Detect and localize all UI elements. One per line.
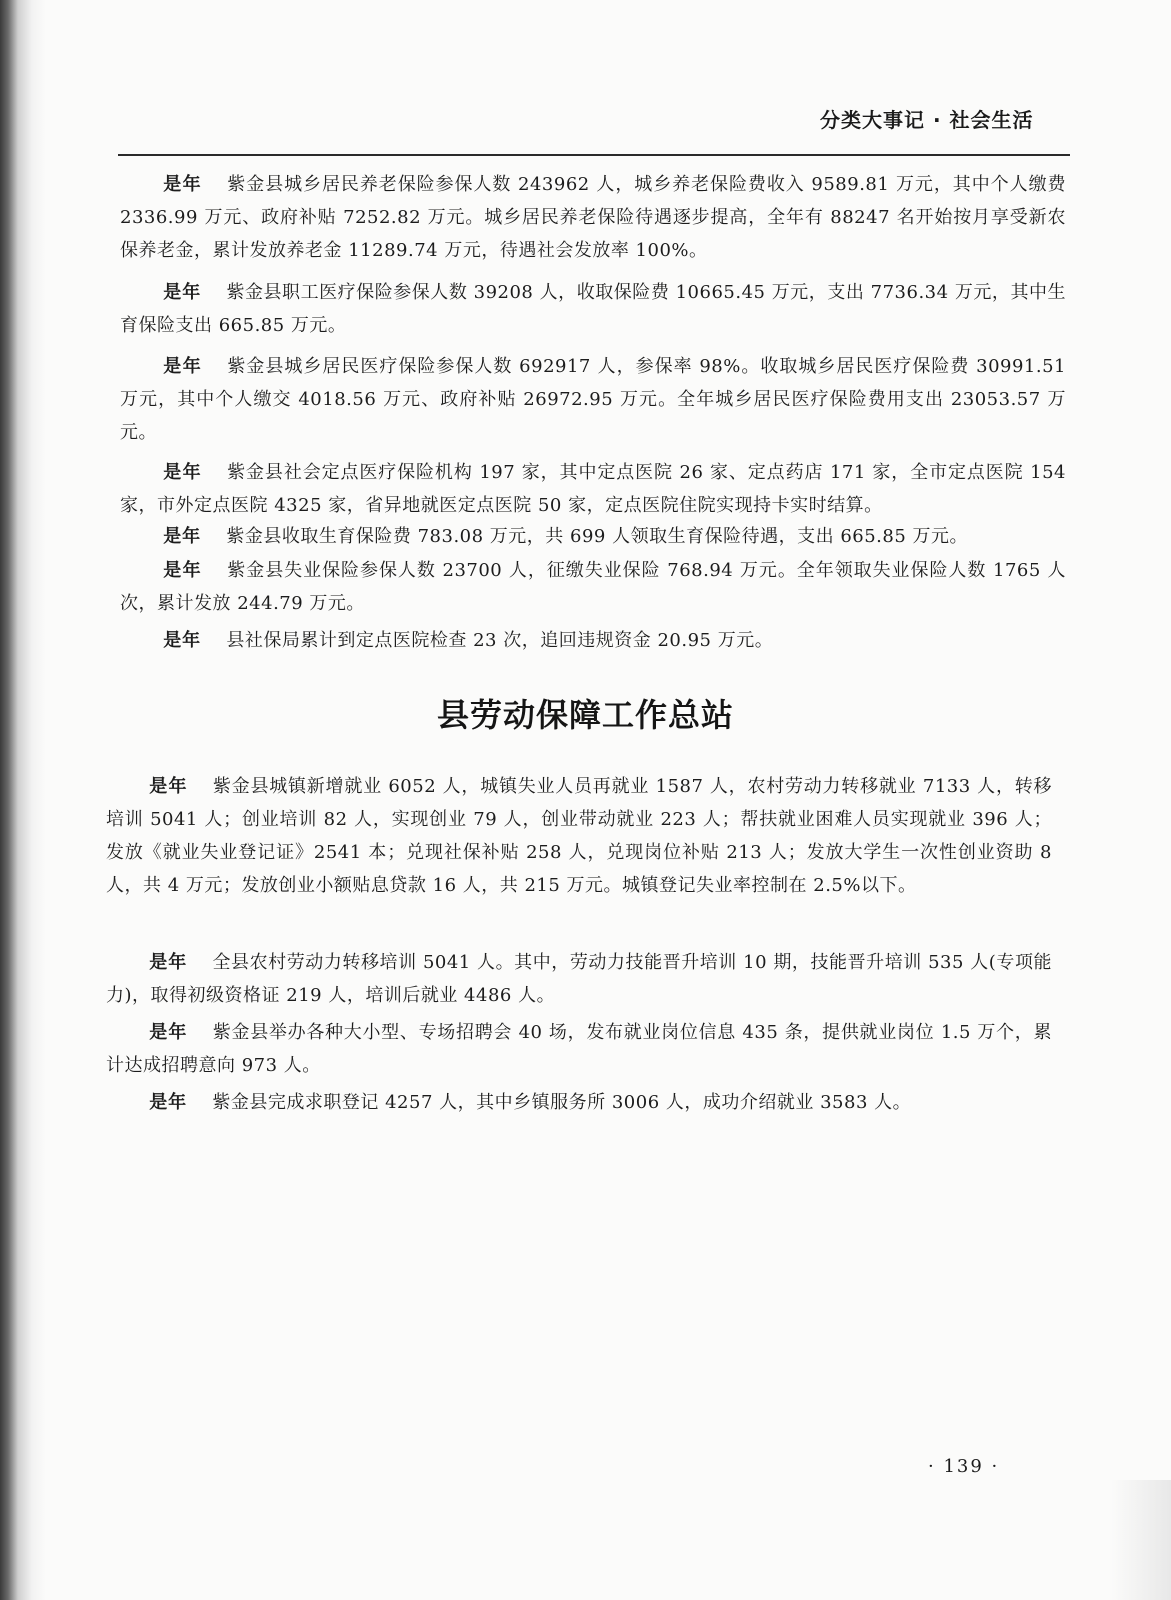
header-rule — [118, 154, 1070, 156]
entry-keyword: 是年 — [163, 630, 202, 651]
entry-job-registration — [106, 1086, 1052, 1119]
entry-text: 紫金县城乡居民医疗保险参保人数 692917 人，参保率 98%。收取城乡居民医疗保险费 30991.51 万元，其中个人缴交 4018.56 万元、政府补贴 26972.95 万元。全年城乡居民医疗保险费用支出 23053.57 万元。 — [120, 356, 1066, 443]
scan-edge-shadow — [0, 0, 46, 1600]
entry-text: 紫金县失业保险参保人数 23700 人，征缴失业保险 768.94 万元。全年领取失业保险人数 1765 人次，累计发放 244.79 万元。 — [120, 560, 1066, 614]
entry-keyword: 是年 — [163, 560, 203, 581]
entry-job-fairs — [106, 1016, 1052, 1082]
entry-pension-insurance — [120, 168, 1066, 267]
entry-text: 紫金县城乡居民养老保险参保人数 243962 人，城乡养老保险费收入 9589.81 万元，其中个人缴费 2336.99 万元、政府补贴 7252.82 万元。城乡居民养老保险待遇逐步提高，全年有 88247 名开始按月享受新农保养老金，累计发放养老金 11289.74 万元，待遇社会发放率 100%。 — [120, 174, 1067, 261]
entry-keyword: 是年 — [149, 776, 188, 797]
page-number: · 139 · — [928, 1456, 1000, 1477]
entry-text: 县社保局累计到定点医院检查 23 次，追回违规资金 20.95 万元。 — [226, 630, 774, 651]
entry-text: 紫金县举办各种大小型、专场招聘会 40 场，发布就业岗位信息 435 条，提供就业岗位 1.5 万个，累计达成招聘意向 973 人。 — [106, 1022, 1052, 1076]
scan-corner-shadow — [1111, 1480, 1171, 1600]
entry-rural-labor-training — [106, 946, 1052, 1012]
running-header: 分类大事记 · 社会生活 — [820, 108, 1034, 132]
entry-keyword: 是年 — [163, 462, 202, 483]
entry-text: 紫金县完成求职登记 4257 人，其中乡镇服务所 3006 人，成功介绍就业 3583 人。 — [212, 1092, 912, 1113]
entry-employee-medical-insurance — [120, 276, 1066, 342]
entry-keyword: 是年 — [163, 526, 202, 547]
entry-unemployment-insurance — [120, 554, 1066, 620]
entry-keyword: 是年 — [149, 1092, 188, 1113]
entry-text: 紫金县城镇新增就业 6052 人，城镇失业人员再就业 1587 人，农村劳动力转移就业 7133 人，转移培训 5041 人；创业培训 82 人，实现创业 79 人，创业带动就业 223 人；帮扶就业困难人员实现就业 396 人；发放《就业失业登记证》2541 本；兑现社保补贴 258 人，兑现岗位补贴 213 人；发放大学生一次性创业资助 8 人，共 4 万元；发放创业小额贴息贷款 16 人，共 215 万元。城镇登记失业率控制在 2.5%以下。 — [106, 776, 1052, 896]
entry-keyword: 是年 — [163, 356, 203, 377]
entry-keyword: 是年 — [163, 174, 203, 195]
entry-text: 紫金县职工医疗保险参保人数 39208 人，收取保险费 10665.45 万元，支出 7736.34 万元，其中生育保险支出 665.85 万元。 — [120, 282, 1067, 336]
entry-resident-medical-insurance — [120, 350, 1066, 449]
entry-keyword: 是年 — [149, 952, 188, 973]
entry-text: 紫金县收取生育保险费 783.08 万元，共 699 人领取生育保险待遇，支出 665.85 万元。 — [226, 526, 969, 547]
entry-designated-medical-institutions — [120, 456, 1066, 522]
entry-social-security-inspection — [120, 624, 1066, 657]
entry-urban-employment — [106, 770, 1052, 902]
entry-maternity-insurance — [120, 520, 1066, 553]
entry-keyword: 是年 — [149, 1022, 188, 1043]
entry-text: 紫金县社会定点医疗保险机构 197 家，其中定点医院 26 家、定点药店 171 家，全市定点医院 154 家，市外定点医院 4325 家，省异地就医定点医院 50 家，定点医院住院实现持卡实时结算。 — [120, 462, 1066, 516]
entry-keyword: 是年 — [163, 282, 202, 303]
section-title: 县劳动保障工作总站 — [436, 696, 734, 734]
entry-text: 全县农村劳动力转移培训 5041 人。其中，劳动力技能晋升培训 10 期，技能晋升培训 535 人(专项能力)，取得初级资格证 219 人，培训后就业 4486 人。 — [106, 952, 1053, 1006]
